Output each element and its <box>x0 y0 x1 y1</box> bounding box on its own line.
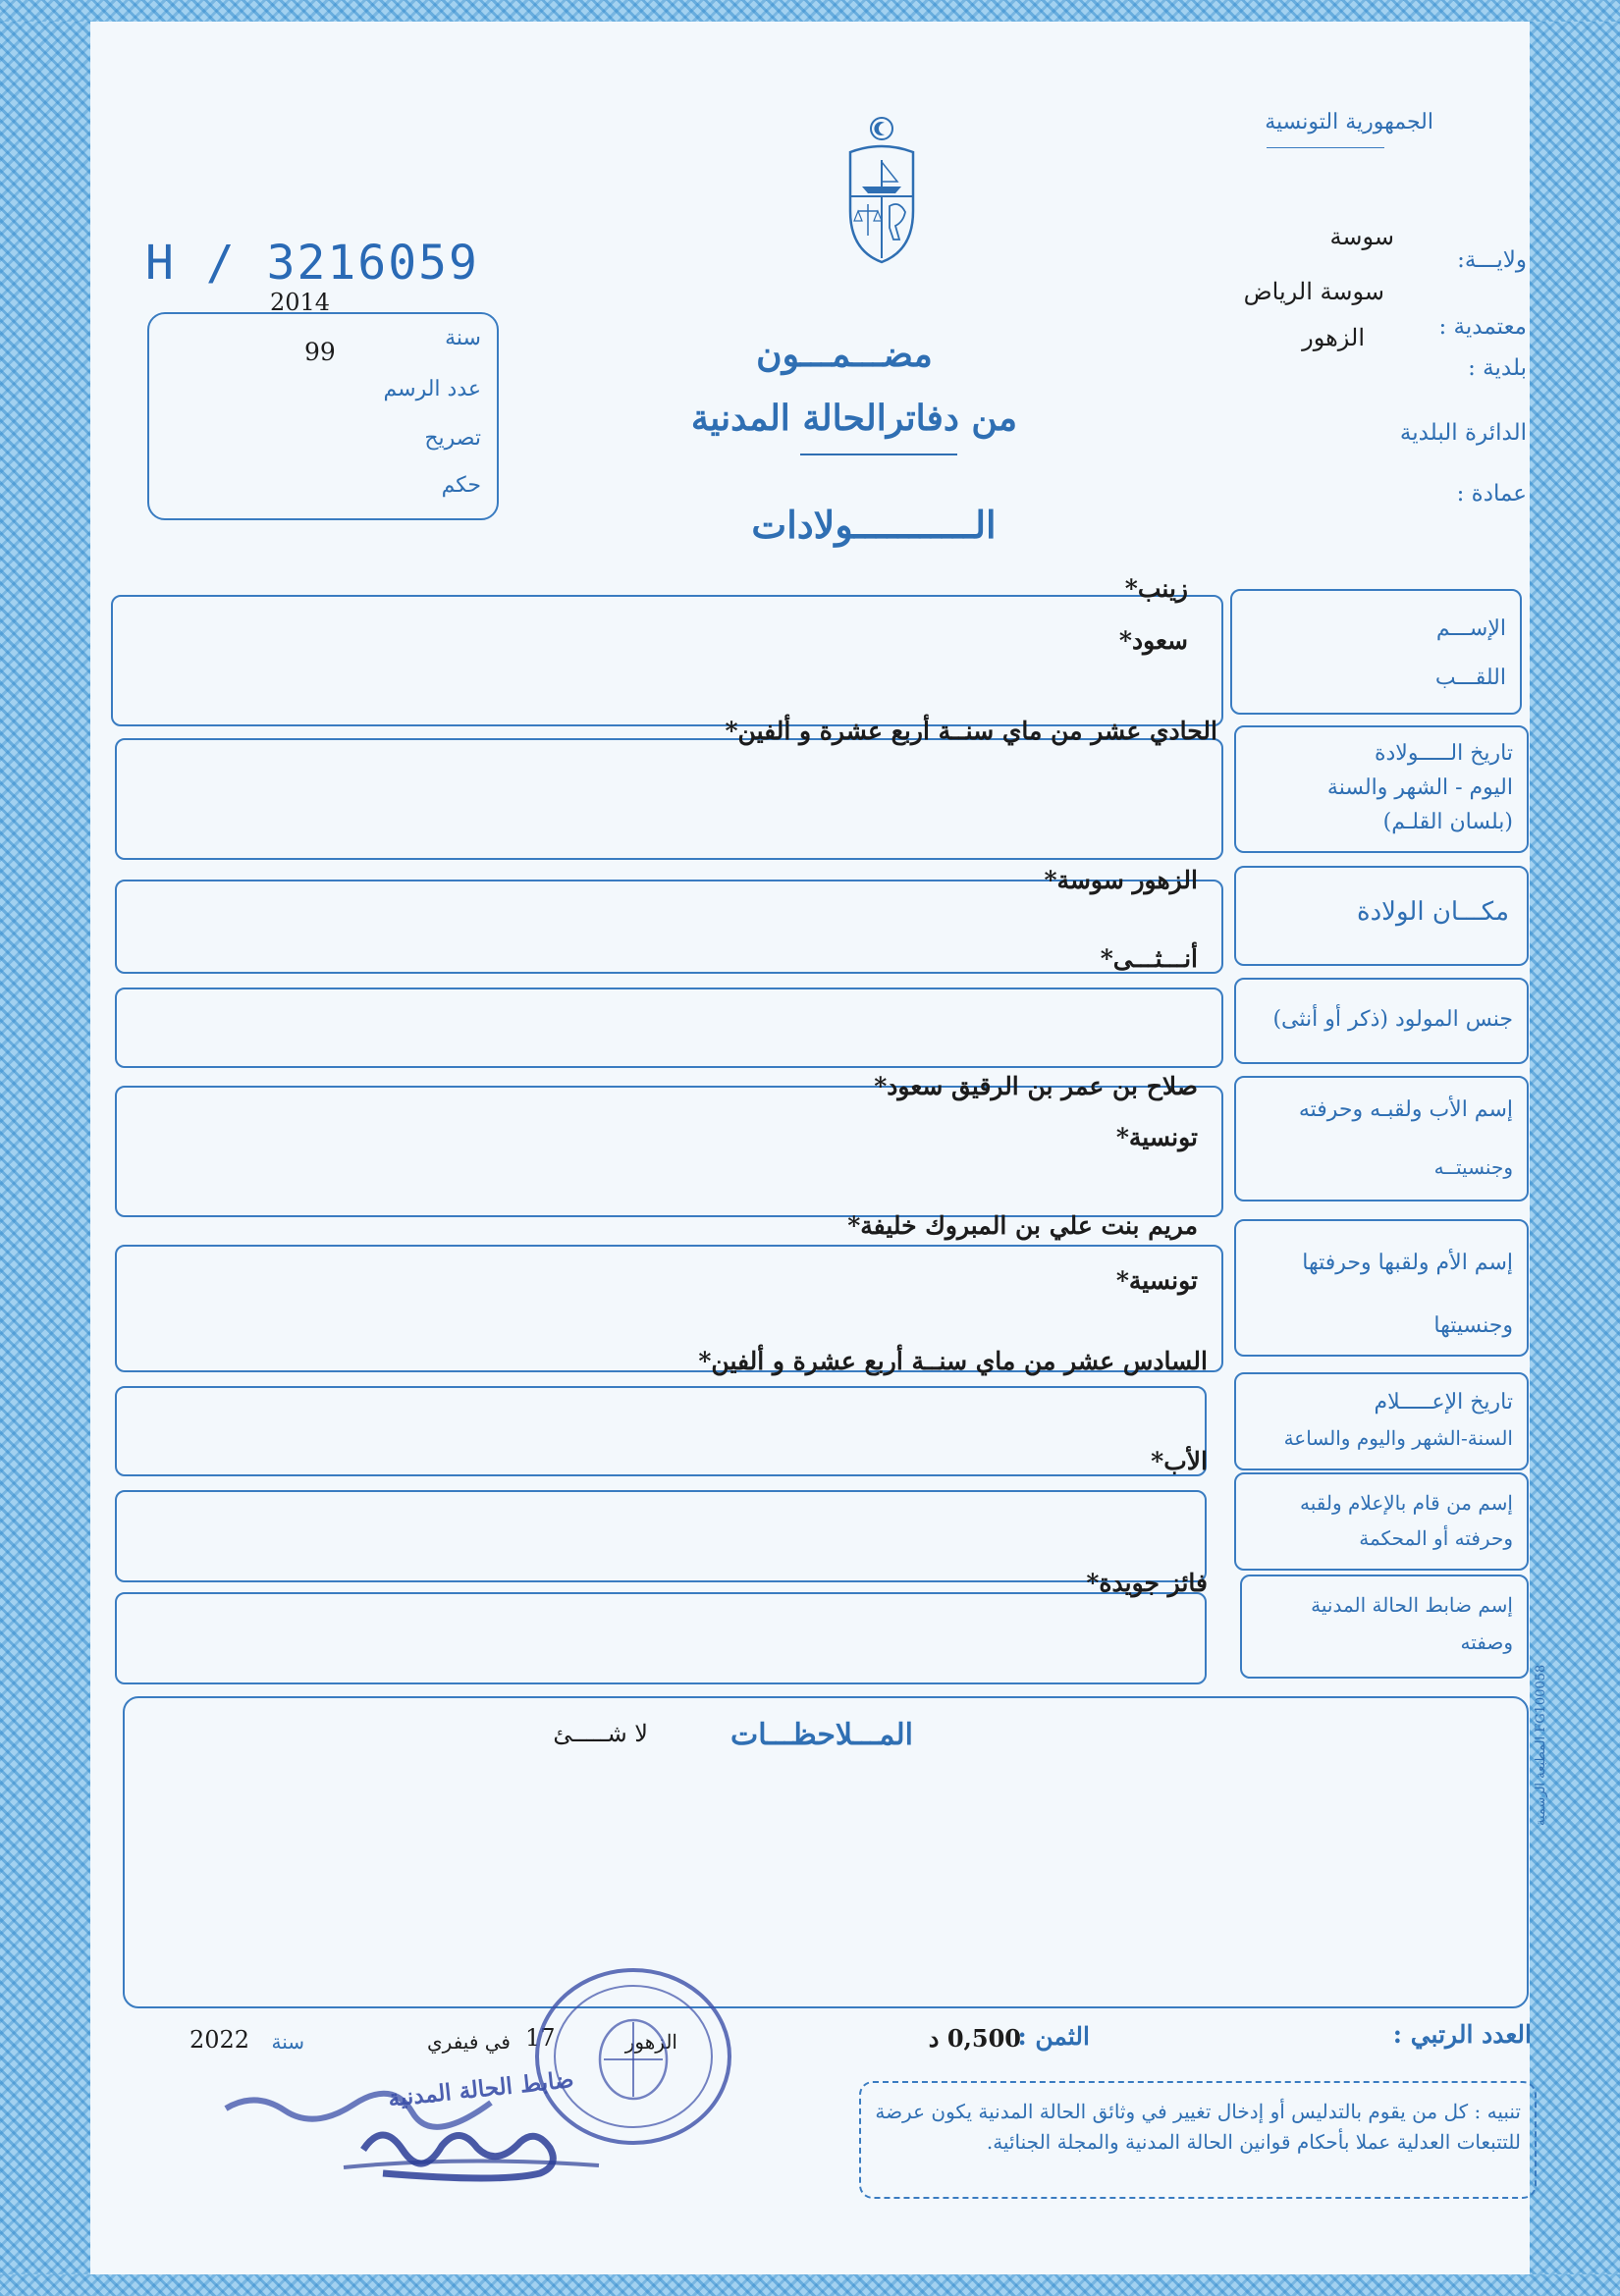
security-border-right <box>1528 0 1620 2296</box>
value-birth-date: الحادي عشر من ماي سنــة أربع عشرة و ألفين * <box>491 717 1217 745</box>
field-label-mother <box>1234 1219 1529 1357</box>
registration-count-value: 99 <box>304 338 336 366</box>
value-gender: أنـــثـــى * <box>884 944 1198 973</box>
security-border-top <box>0 0 1620 22</box>
field-label-gender <box>1234 978 1529 1064</box>
document-title: مضـــمـــون <box>756 334 933 375</box>
label-declaration-date-format: السنة-الشهر واليوم والساعة <box>1283 1426 1513 1450</box>
field-value-father <box>115 1086 1223 1217</box>
label-mother: إسم الأم ولقبها وحرفتها <box>1302 1251 1513 1275</box>
value-last-name: سعود * <box>638 626 1188 655</box>
signature-icon <box>216 2081 648 2189</box>
label-officer-title: وصفته <box>1460 1630 1513 1654</box>
motamadiya-value: سوسة الرياض <box>1243 278 1384 305</box>
value-declaration-date: السادس عشر من ماي سنــة أربع عشرة و ألفين * <box>461 1347 1208 1375</box>
baladiya-label: بلدية : <box>1468 355 1527 381</box>
officer-stamp-text: ضابط الحالة المدنية <box>387 2066 575 2112</box>
registration-box <box>147 312 499 520</box>
value-father: صلاح بن عمر بن الرقيق سعود * <box>589 1072 1198 1100</box>
price-value: 0,500 د <box>928 2024 1021 2053</box>
order-number-label: العدد الرتبي : <box>1392 2020 1532 2049</box>
price-label: الثمن : <box>1017 2022 1090 2051</box>
wilaya-label: ولايـــة: <box>1457 247 1527 273</box>
field-label-declarant <box>1234 1472 1529 1571</box>
value-first-name: زينب * <box>638 574 1188 603</box>
field-value-birth-date <box>115 738 1223 860</box>
field-label-birth-date <box>1234 725 1529 853</box>
registration-count-label: عدد الرسم <box>383 377 481 401</box>
registration-year-value: 2014 <box>270 289 331 316</box>
remarks-value: لا شـــــئ <box>553 1720 648 1747</box>
label-father-nationality: وجنسيتــه <box>1433 1155 1513 1179</box>
remarks-label: المـــلاحظـــات <box>730 1718 913 1752</box>
value-birth-place: الزهور سوسة * <box>785 866 1198 894</box>
value-declarant: الأب * <box>982 1447 1208 1475</box>
legal-warning-box <box>859 2081 1537 2199</box>
field-label-declaration-date <box>1234 1372 1529 1470</box>
issue-month: في فيفري <box>427 2030 511 2054</box>
document-subtitle: من دفاترالحالة المدنية <box>690 398 1018 439</box>
label-first-name: الإســـم <box>1435 616 1506 641</box>
issue-year-label: سنة <box>271 2030 304 2054</box>
value-officer: فائز جويدة * <box>884 1569 1208 1597</box>
daira-label: الدائرة البلدية <box>1399 420 1527 446</box>
legal-warning-text: تنبيه : كل من يقوم بالتدليس أو إدخال تغيير في وثائق الحالة المدنية يكون عرضة للتتبعات العدلية عملا بأحكام قوانين الحالة المدنية والمجلة الجنائية. <box>875 2100 1521 2154</box>
coat-of-arms-icon <box>833 113 931 270</box>
label-birth-date-in-words: (بلسان القلـم) <box>1382 810 1513 834</box>
registration-judgment-label: حكم <box>441 473 481 498</box>
label-officer: إسم ضابط الحالة المدنية <box>1311 1593 1513 1617</box>
printer-mark <box>1534 1664 1548 1826</box>
label-birth-place: مكـــان الولادة <box>1356 897 1509 927</box>
issue-day: 17 <box>525 2024 556 2052</box>
security-border-left <box>0 0 92 2296</box>
country-name: الجمهورية التونسية <box>1265 110 1433 134</box>
baladiya-value: الزهور <box>1302 324 1365 351</box>
label-father: إسم الأب ولقبـه وحرفته <box>1298 1097 1513 1122</box>
field-value-name <box>111 595 1223 726</box>
field-label-father <box>1234 1076 1529 1201</box>
value-mother: مريم بنت علي بن المبروك خليفة * <box>589 1211 1198 1240</box>
field-label-birth-place <box>1234 866 1529 966</box>
subtitle-underline <box>800 454 957 455</box>
serial-number: H / 3216059 <box>145 236 479 291</box>
label-declaration-date: تاريخ الإعـــــلام <box>1374 1390 1513 1415</box>
label-birth-date: تاريخ الـــــولادة <box>1374 741 1513 766</box>
security-border-bottom <box>0 2274 1620 2296</box>
field-label-name <box>1230 589 1522 715</box>
label-declarant-occupation: وحرفته أو المحكمة <box>1359 1526 1513 1550</box>
printer-mark-text: المطبعة الرسمية FG100058 <box>1534 1664 1548 1826</box>
label-last-name: اللقـــب <box>1434 666 1506 690</box>
label-birth-date-format: اليوم - الشهر والسنة <box>1326 775 1513 800</box>
label-gender: جنس المولود (ذكر أو أنثى) <box>1272 1007 1513 1032</box>
issue-place: الزهور <box>624 2030 677 2054</box>
section-title: الـــــــــــولادات <box>751 503 997 547</box>
value-mother-nationality: تونسية * <box>884 1266 1198 1295</box>
header-divider <box>1267 147 1384 148</box>
value-father-nationality: تونسية * <box>884 1123 1198 1151</box>
wilaya-value: سوسة <box>1329 223 1394 250</box>
label-declarant: إسم من قام بالإعلام ولقبه <box>1300 1491 1513 1515</box>
field-value-gender <box>115 988 1223 1068</box>
registration-year-label: سنة <box>445 326 481 350</box>
motamadiya-label: معتمدية : <box>1438 314 1527 340</box>
field-label-officer <box>1240 1575 1529 1679</box>
registration-declaration-label: تصريح <box>424 426 481 451</box>
issue-year-value: 2022 <box>189 2026 250 2054</box>
label-mother-nationality: وجنسيتها <box>1433 1313 1513 1338</box>
omada-label: عمادة : <box>1456 481 1527 507</box>
field-value-officer <box>115 1592 1207 1684</box>
